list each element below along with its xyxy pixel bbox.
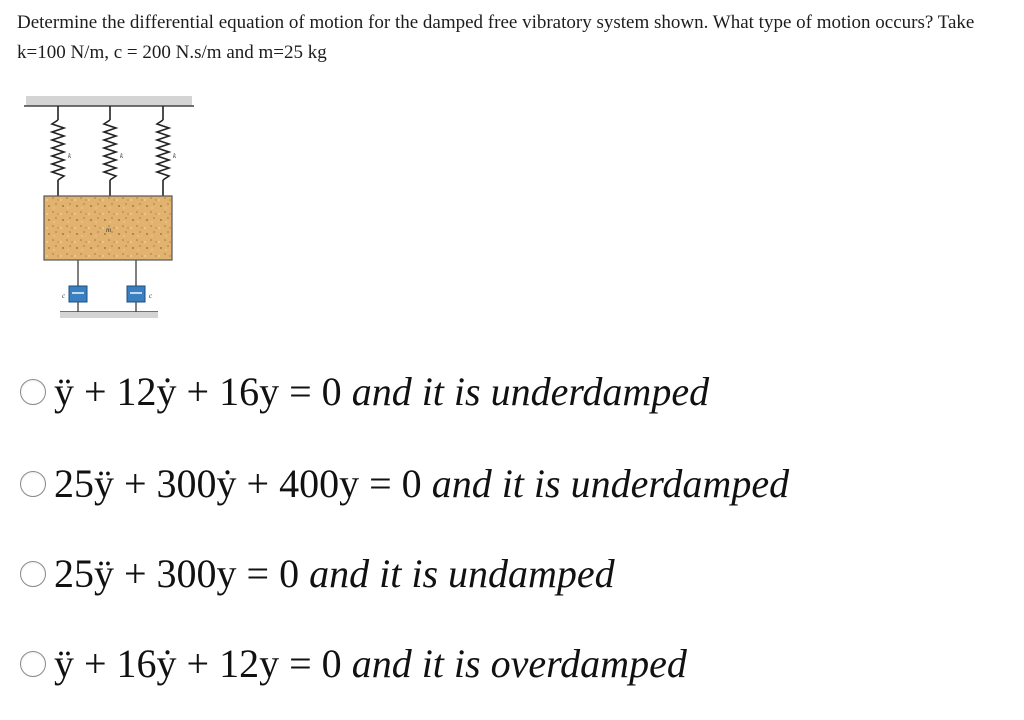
answer-option-3-description: and it is undamped [309, 551, 615, 596]
answer-option-3-text [54, 550, 615, 598]
answer-option-2[interactable] [20, 456, 920, 512]
answer-option-2-equation: 25ÿ + 300ẏ + 400y = 0 [54, 461, 422, 506]
answer-option-2-description: and it is underdamped [431, 461, 790, 506]
radio-button-2[interactable] [20, 471, 46, 497]
answer-option-4-description: and it is overdamped [351, 641, 687, 686]
damper-left [69, 260, 87, 312]
spring-middle [104, 106, 116, 196]
answer-option-1[interactable] [20, 364, 920, 420]
spring-label-right: k [173, 152, 177, 160]
damper-label-left: c [62, 292, 66, 300]
spring-label-middle: k [120, 152, 124, 160]
damper-right [127, 260, 145, 312]
spring-mass-damper-diagram [18, 90, 202, 330]
radio-button-4[interactable] [20, 651, 46, 677]
floor-support [60, 312, 158, 318]
spring-right [157, 106, 169, 196]
answer-option-2-text [54, 460, 789, 508]
ceiling-support [26, 96, 192, 106]
mass-label: m [106, 226, 112, 234]
answer-option-1-text [54, 368, 709, 416]
damper-label-right: c [149, 292, 153, 300]
answer-option-4-text [54, 640, 687, 688]
radio-button-3[interactable] [20, 561, 46, 587]
question-text: Determine the differential equation of motion for the damped free vibratory system shown. What type of motion occurs? Take k=100 N/m, c = 200 N.s/m and m=25 kg [17, 12, 975, 63]
answer-option-4-equation: ÿ + 16ẏ + 12y = 0 [54, 641, 342, 686]
answer-option-4[interactable] [20, 636, 920, 692]
vibratory-system-figure [18, 90, 202, 330]
answer-option-1-description: and it is underdamped [351, 369, 710, 414]
answer-option-3-equation: 25ÿ + 300y = 0 [54, 551, 300, 596]
radio-button-1[interactable] [20, 379, 46, 405]
answer-option-3[interactable] [20, 546, 920, 602]
answer-option-1-equation: ÿ + 12ẏ + 16y = 0 [54, 369, 342, 414]
spring-left [52, 106, 64, 196]
spring-label-left: k [68, 152, 72, 160]
